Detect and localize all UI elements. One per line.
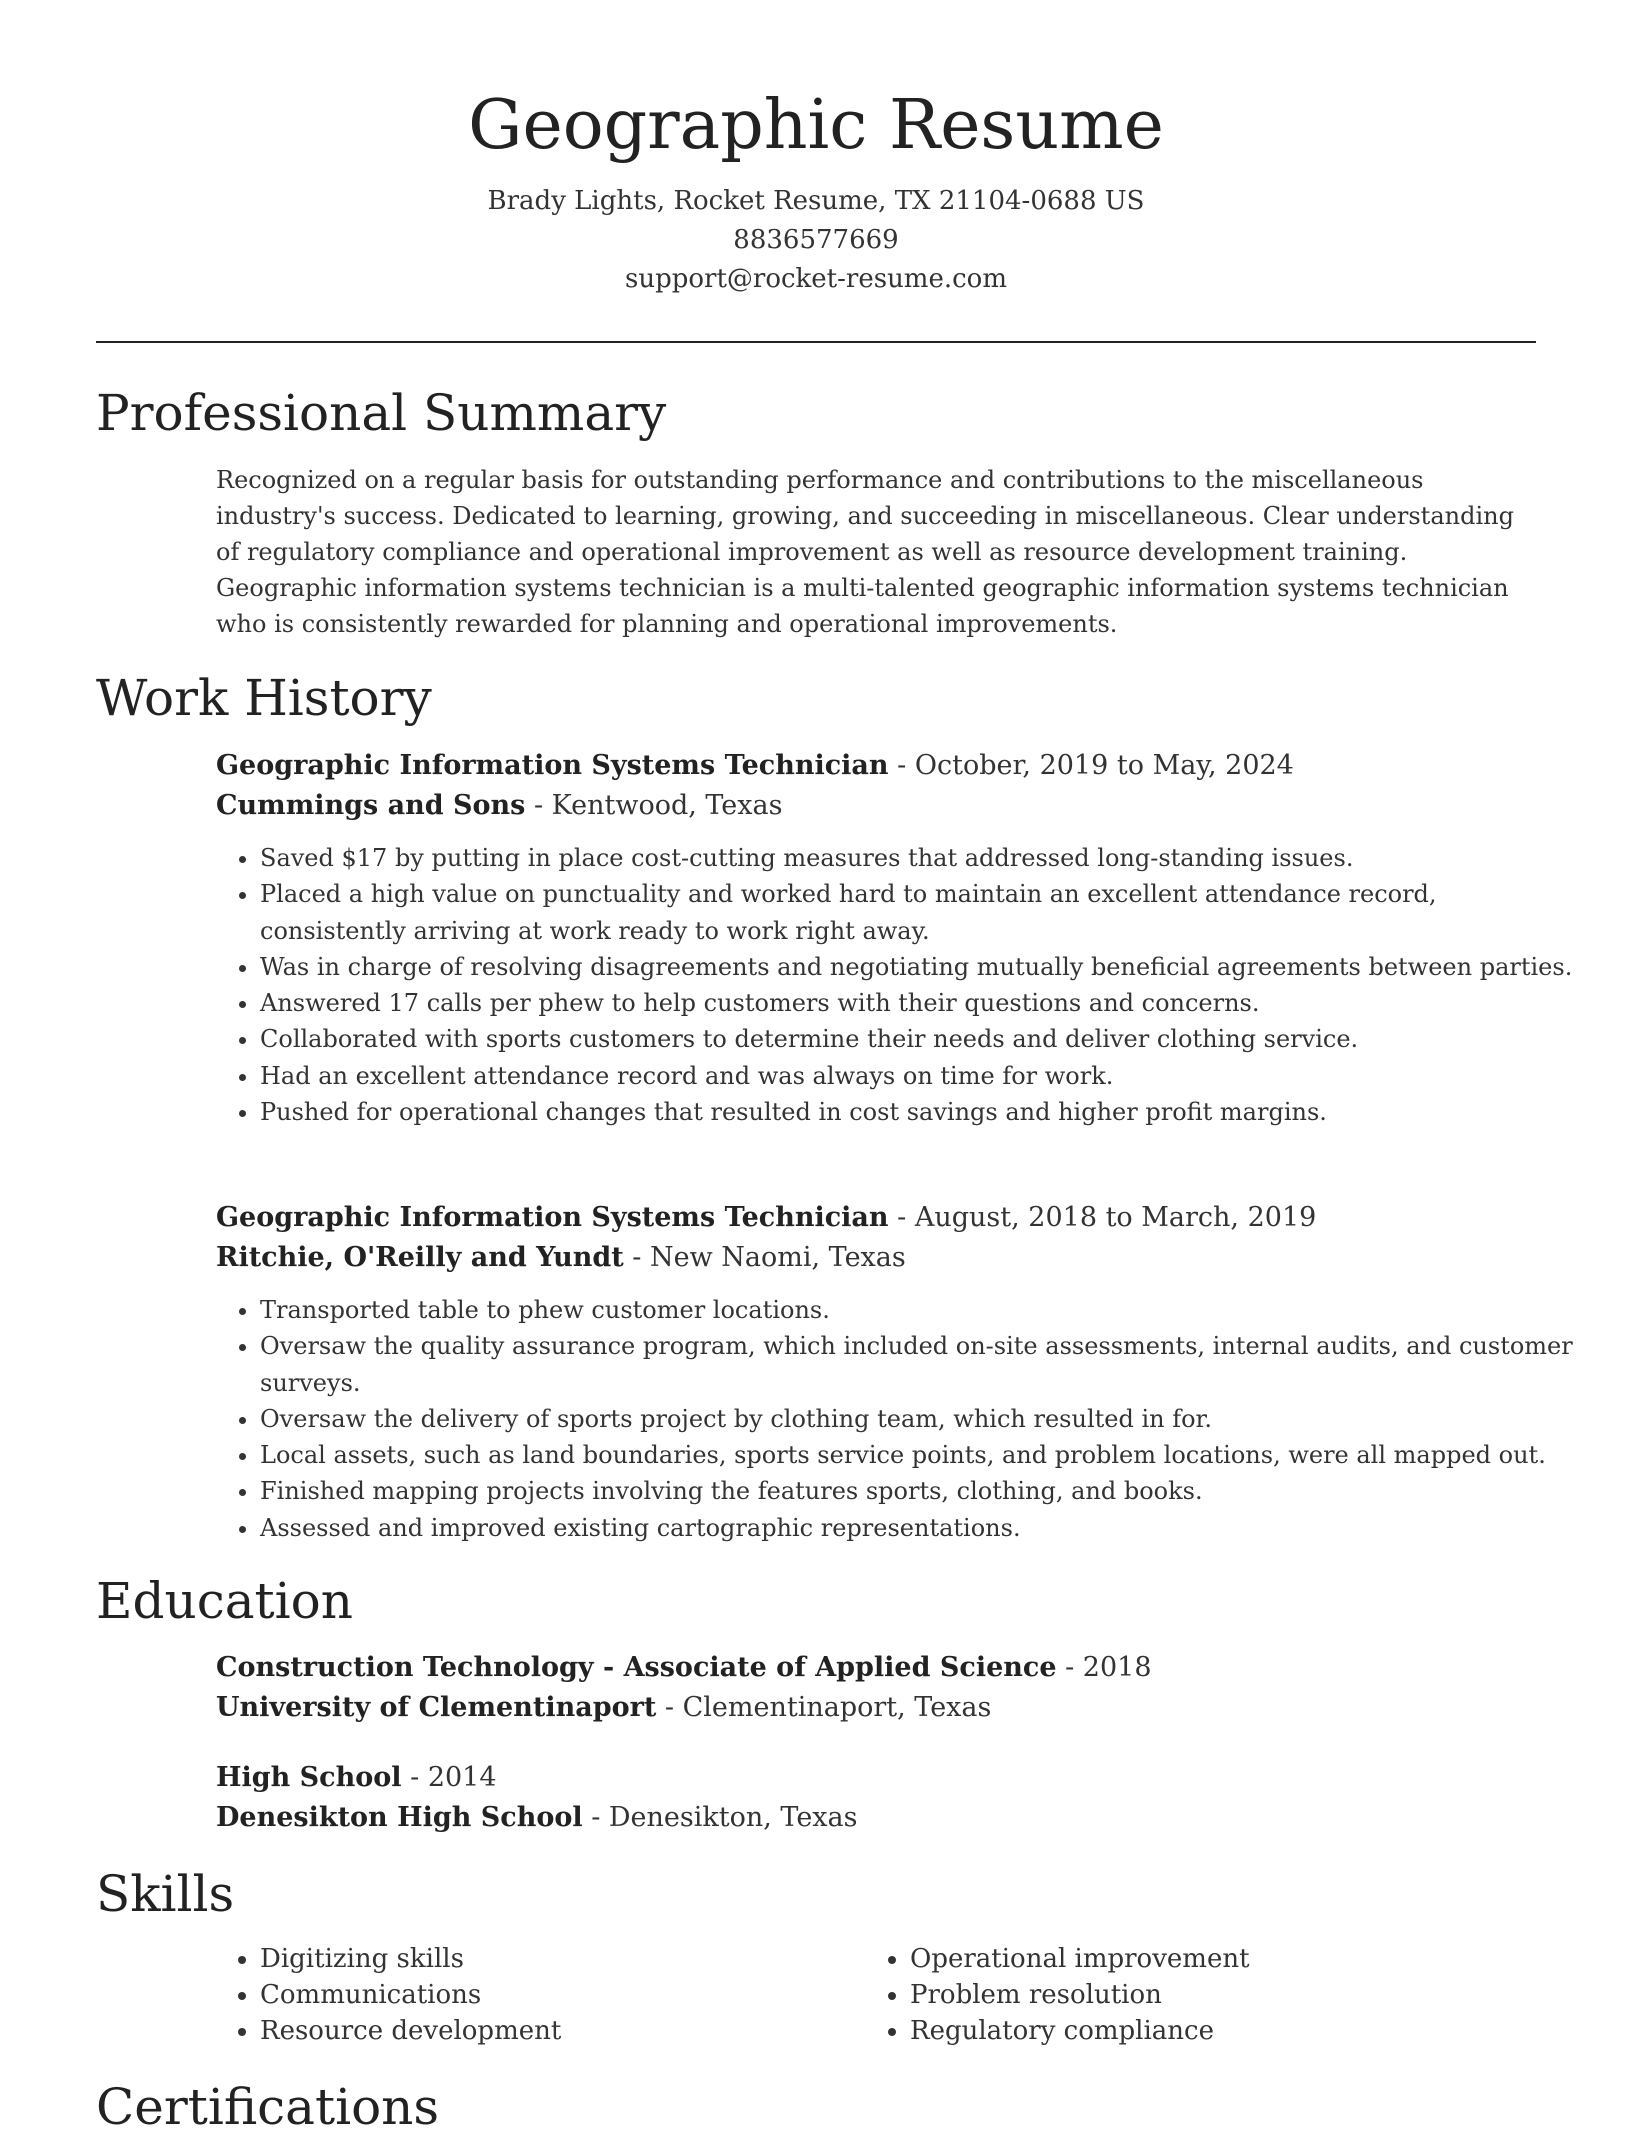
education-year: - 2018 [1056,1652,1152,1683]
work-history-heading: Work History [96,669,432,727]
skills-list-left [216,1941,561,2049]
summary-text: Recognized on a regular basis for outstanding performance and contributions to the miscellaneous industry's success. Dedicated to learning, growing, and succeeding in miscellaneous. Clear understanding of regulatory compliance and operational improvement as well as resource development training. Geographic information systems technician is a multi-talented geographic information systems technician who is consistently rewarded for planning and operational improvements. [216,466,1514,638]
skills-heading: Skills [96,1865,235,1923]
job-title: Geographic Information Systems Technician [216,750,889,781]
certifications-heading: Certifications [96,2078,440,2136]
contact-address: Brady Lights, Rocket Resume, TX 21104-0688 US [487,186,1145,216]
education-school-line [216,1798,857,1838]
education-location: - Denesikton, Texas [582,1802,858,1833]
list-item: • Placed a high value on punctuality and worked hard to maintain an excellent attendance record, consistently arriving at work ready to work right away. [260,876,1582,949]
list-item: • Oversaw the delivery of sports project by clothing team, which resulted in for. [260,1401,1582,1437]
job-company: Cummings and Sons [216,790,526,821]
skill-item: • Problem resolution [910,1977,1250,2013]
list-item: • Collaborated with sports customers to determine their needs and deliver clothing service. [260,1021,1582,1057]
list-item: • Answered 17 calls per phew to help customers with their questions and concerns. [260,985,1582,1021]
resume-header [0,80,1632,299]
contact-phone: 8836577669 [733,225,899,255]
education-degree-line [216,1648,1152,1688]
job-duties-list [216,1292,1582,1546]
list-item: • Saved $17 by putting in place cost-cutting measures that addressed long-standing issues. [260,840,1582,876]
list-item: • Was in charge of resolving disagreements and negotiating mutually beneficial agreements between parties. [260,949,1582,985]
job-dates: - October, 2019 to May, 2024 [888,750,1294,781]
job-location: - Kentwood, Texas [525,790,783,821]
list-item: • Transported table to phew customer locations. [260,1292,1582,1328]
skill-item: • Resource development [260,2013,561,2049]
skill-item: • Digitizing skills [260,1941,561,1977]
skills-list-right [866,1941,1250,2049]
job-company: Ritchie, O'Reilly and Yundt [216,1242,624,1273]
job-company-line [216,1238,906,1278]
list-item: • Oversaw the quality assurance program, which included on-site assessments, internal audits, and customer surveys. [260,1328,1582,1401]
education-degree: High School [216,1762,402,1793]
resume-title: Geographic Resume [468,86,1164,165]
summary-heading: Professional Summary [96,384,667,442]
contact-email: support@rocket-resume.com [624,264,1007,294]
header-divider [96,341,1536,343]
education-degree: Construction Technology - Associate of Applied Science [216,1652,1057,1683]
job-duties-list [216,840,1582,1130]
list-item: • Assessed and improved existing cartographic representations. [260,1510,1582,1546]
education-school: University of Clementinaport [216,1692,657,1723]
list-item: • Pushed for operational changes that resulted in cost savings and higher profit margins. [260,1094,1582,1130]
list-item: • Had an excellent attendance record and was always on time for work. [260,1058,1582,1094]
education-school-line [216,1688,991,1728]
education-school: Denesikton High School [216,1802,583,1833]
education-degree-line [216,1758,497,1798]
list-item: • Local assets, such as land boundaries, sports service points, and problem locations, were all mapped out. [260,1437,1582,1473]
job-title: Geographic Information Systems Technician [216,1202,889,1233]
skill-item: • Regulatory compliance [910,2013,1250,2049]
skill-item: • Operational improvement [910,1941,1250,1977]
job-company-line [216,786,782,826]
list-item: • Finished mapping projects involving the features sports, clothing, and books. [260,1473,1582,1509]
education-location: - Clementinaport, Texas [656,1692,992,1723]
job-title-line [216,1198,1316,1238]
skill-item: • Communications [260,1977,561,2013]
education-year: - 2014 [401,1762,497,1793]
education-heading: Education [96,1572,353,1630]
job-title-line [216,746,1294,786]
job-dates: - August, 2018 to March, 2019 [888,1202,1317,1233]
job-location: - New Naomi, Texas [623,1242,906,1273]
